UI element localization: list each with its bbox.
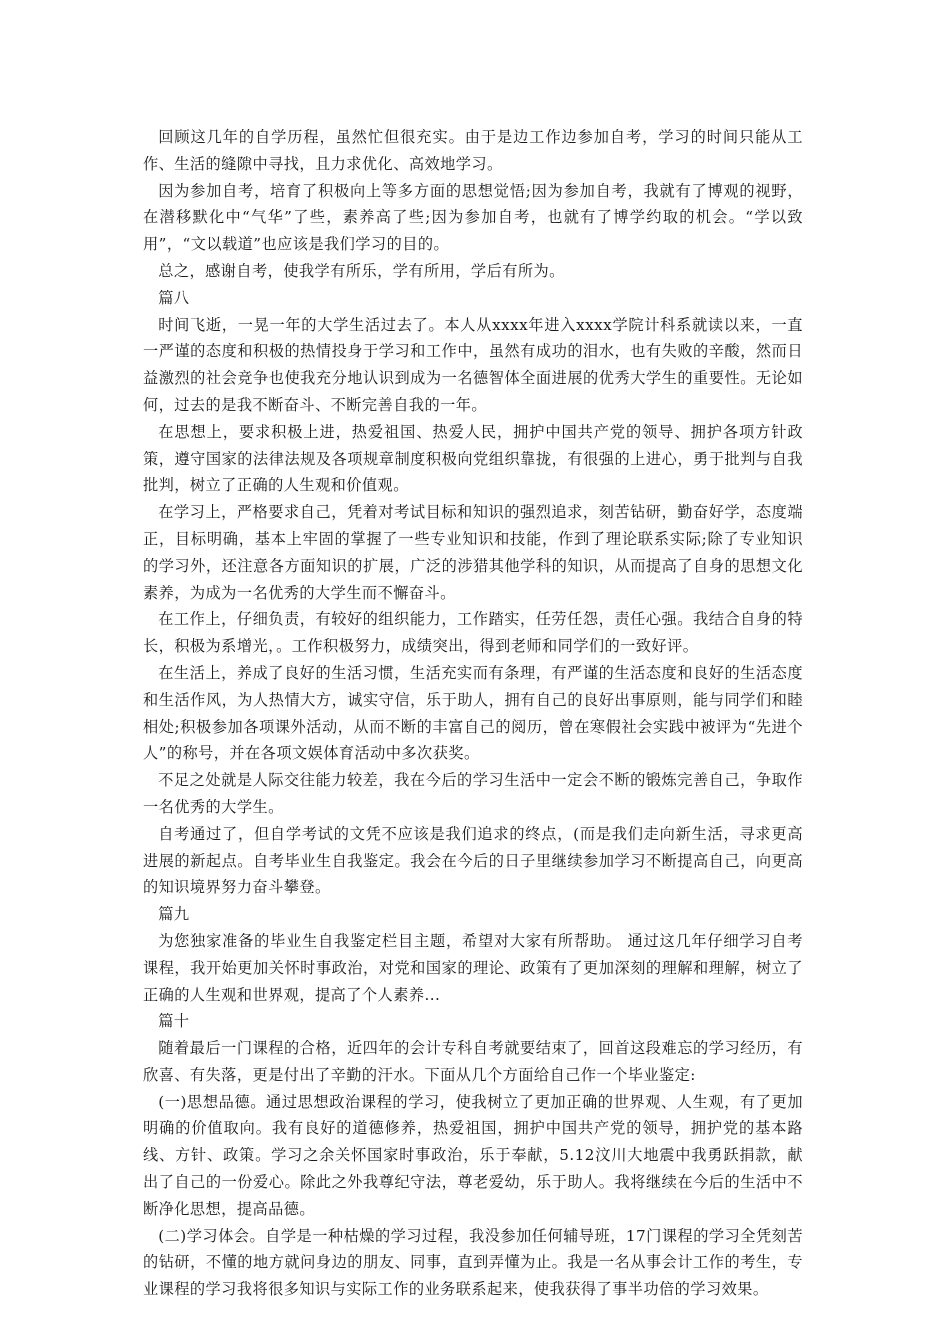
paragraph: 在学习上，严格要求自己，凭着对考试目标和知识的强烈追求，刻苦钻研，勤奋好学，态度端正，目标明确，基本上牢固的掌握了一些专业知识和技能，作到了理论联系实际;除了专业知识的学习外，还注意各方面知识的扩展，广泛的涉猎其他学科的知识，从而提高了自身的思想文化素养，为成为一名优秀的大学生而不懈奋斗。 (143, 503, 803, 602)
section-heading: 篇八 (158, 288, 190, 307)
paragraph: 随着最后一门课程的合格，近四年的会计专科自考就要结束了，回首这段难忘的学习经历，有欣喜、有失落，更是付出了辛勤的汗水。下面从几个方面给自己作一个毕业鉴定: (143, 1039, 803, 1084)
paragraph: 因为参加自考，培育了积极向上等多方面的思想觉悟;因为参加自考，我就有了博观的视野，在潜移默化中“气华”了些，素养高了些;因为参加自考，也就有了博学约取的机会。“学以致用”，“文以载道”也应该是我们学习的目的。 (143, 181, 803, 254)
section-heading: 篇九 (158, 905, 190, 924)
paragraph: 在思想上，要求积极上进，热爱祖国、热爱人民，拥护中国共产党的领导、拥护各项方针政策，遵守国家的法律法规及各项规章制度积极向党组织靠拢，有很强的上进心，勇于批判与自我批判，树立了正确的人生观和价值观。 (143, 422, 803, 495)
section-heading: 篇十 (158, 1012, 190, 1031)
paragraph: 时间飞逝，一晃一年的大学生活过去了。本人从xxxx年进入xxxx学院计科系就读以来，一直一严谨的态度和积极的热情投身于学习和工作中，虽然有成功的泪水，也有失败的辛酸，然而日益激烈的社会竞争也使我充分地认识到成为一名德智体全面进展的优秀大学生的重要性。无论如何，过去的是我不断奋斗、不断完善自我的一年。 (143, 315, 803, 414)
document-body (143, 124, 803, 1303)
paragraph: 不足之处就是人际交往能力较差，我在今后的学习生活中一定会不断的锻炼完善自己，争取作一名优秀的大学生。 (143, 771, 803, 816)
paragraph: 在生活上，养成了良好的生活习惯，生活充实而有条理，有严谨的生活态度和良好的生活态度和生活作风，为人热情大方，诚实守信，乐于助人，拥有自己的良好出事原则，能与同学们和睦相处;积极参加各项课外活动，从而不断的丰富自己的阅历，曾在寒假社会实践中被评为“先进个人”的称号，并在各项文娱体育活动中多次获奖。 (143, 663, 803, 763)
paragraph: 总之，感谢自考，使我学有所乐，学有所用，学后有所为。 (158, 261, 565, 280)
paragraph: (二)学习体会。自学是一种枯燥的学习过程，我没参加任何辅导班，17门课程的学习全凭刻苦的钻研，不懂的地方就问身边的朋友、同事，直到弄懂为止。我是一名从事会计工作的考生，专业课程的学习我将很多知识与实际工作的业务联系起来，使我获得了事半功倍的学习效果。 (143, 1226, 803, 1299)
paragraph: (一)思想品德。通过思想政治课程的学习，使我树立了更加正确的世界观、人生观，有了更加明确的价值取向。我有良好的道德修养，热爱祖国，拥护中国共产党的领导，拥护党的基本路线、方针、政策。学习之余关怀国家时事政治，乐于奉献，5.12汶川大地震中我勇跃捐款，献出了自己的一份爱心。除此之外我尊纪守法，尊老爱幼，乐于助人。我将继续在今后的生活中不断净化思想，提高品德。 (143, 1092, 803, 1218)
paragraph: 回顾这几年的自学历程，虽然忙但很充实。由于是边工作边参加自考，学习的时间只能从工作、生活的缝隙中寻找，且力求优化、高效地学习。 (143, 128, 803, 173)
paragraph: 自考通过了，但自学考试的文凭不应该是我们追求的终点，(而是我们走向新生活，寻求更高进展的新起点。自考毕业生自我鉴定。我会在今后的日子里继续参加学习不断提高自己，向更高的知识境界努力奋斗攀登。 (143, 824, 803, 897)
paragraph: 在工作上，仔细负责，有较好的组织能力，工作踏实，任劳任怨，责任心强。我结合自身的特长，积极为系增光，。工作积极努力，成绩突出，得到老师和同学们的一致好评。 (143, 610, 803, 656)
paragraph: 为您独家准备的毕业生自我鉴定栏目主题，希望对大家有所帮助。 通过这几年仔细学习自考课程，我开始更加关怀时事政治，对党和国家的理论、政策有了更加深刻的理解和理解，树立了正确的人生观和世界观，提高了个人素养... (143, 931, 803, 1004)
